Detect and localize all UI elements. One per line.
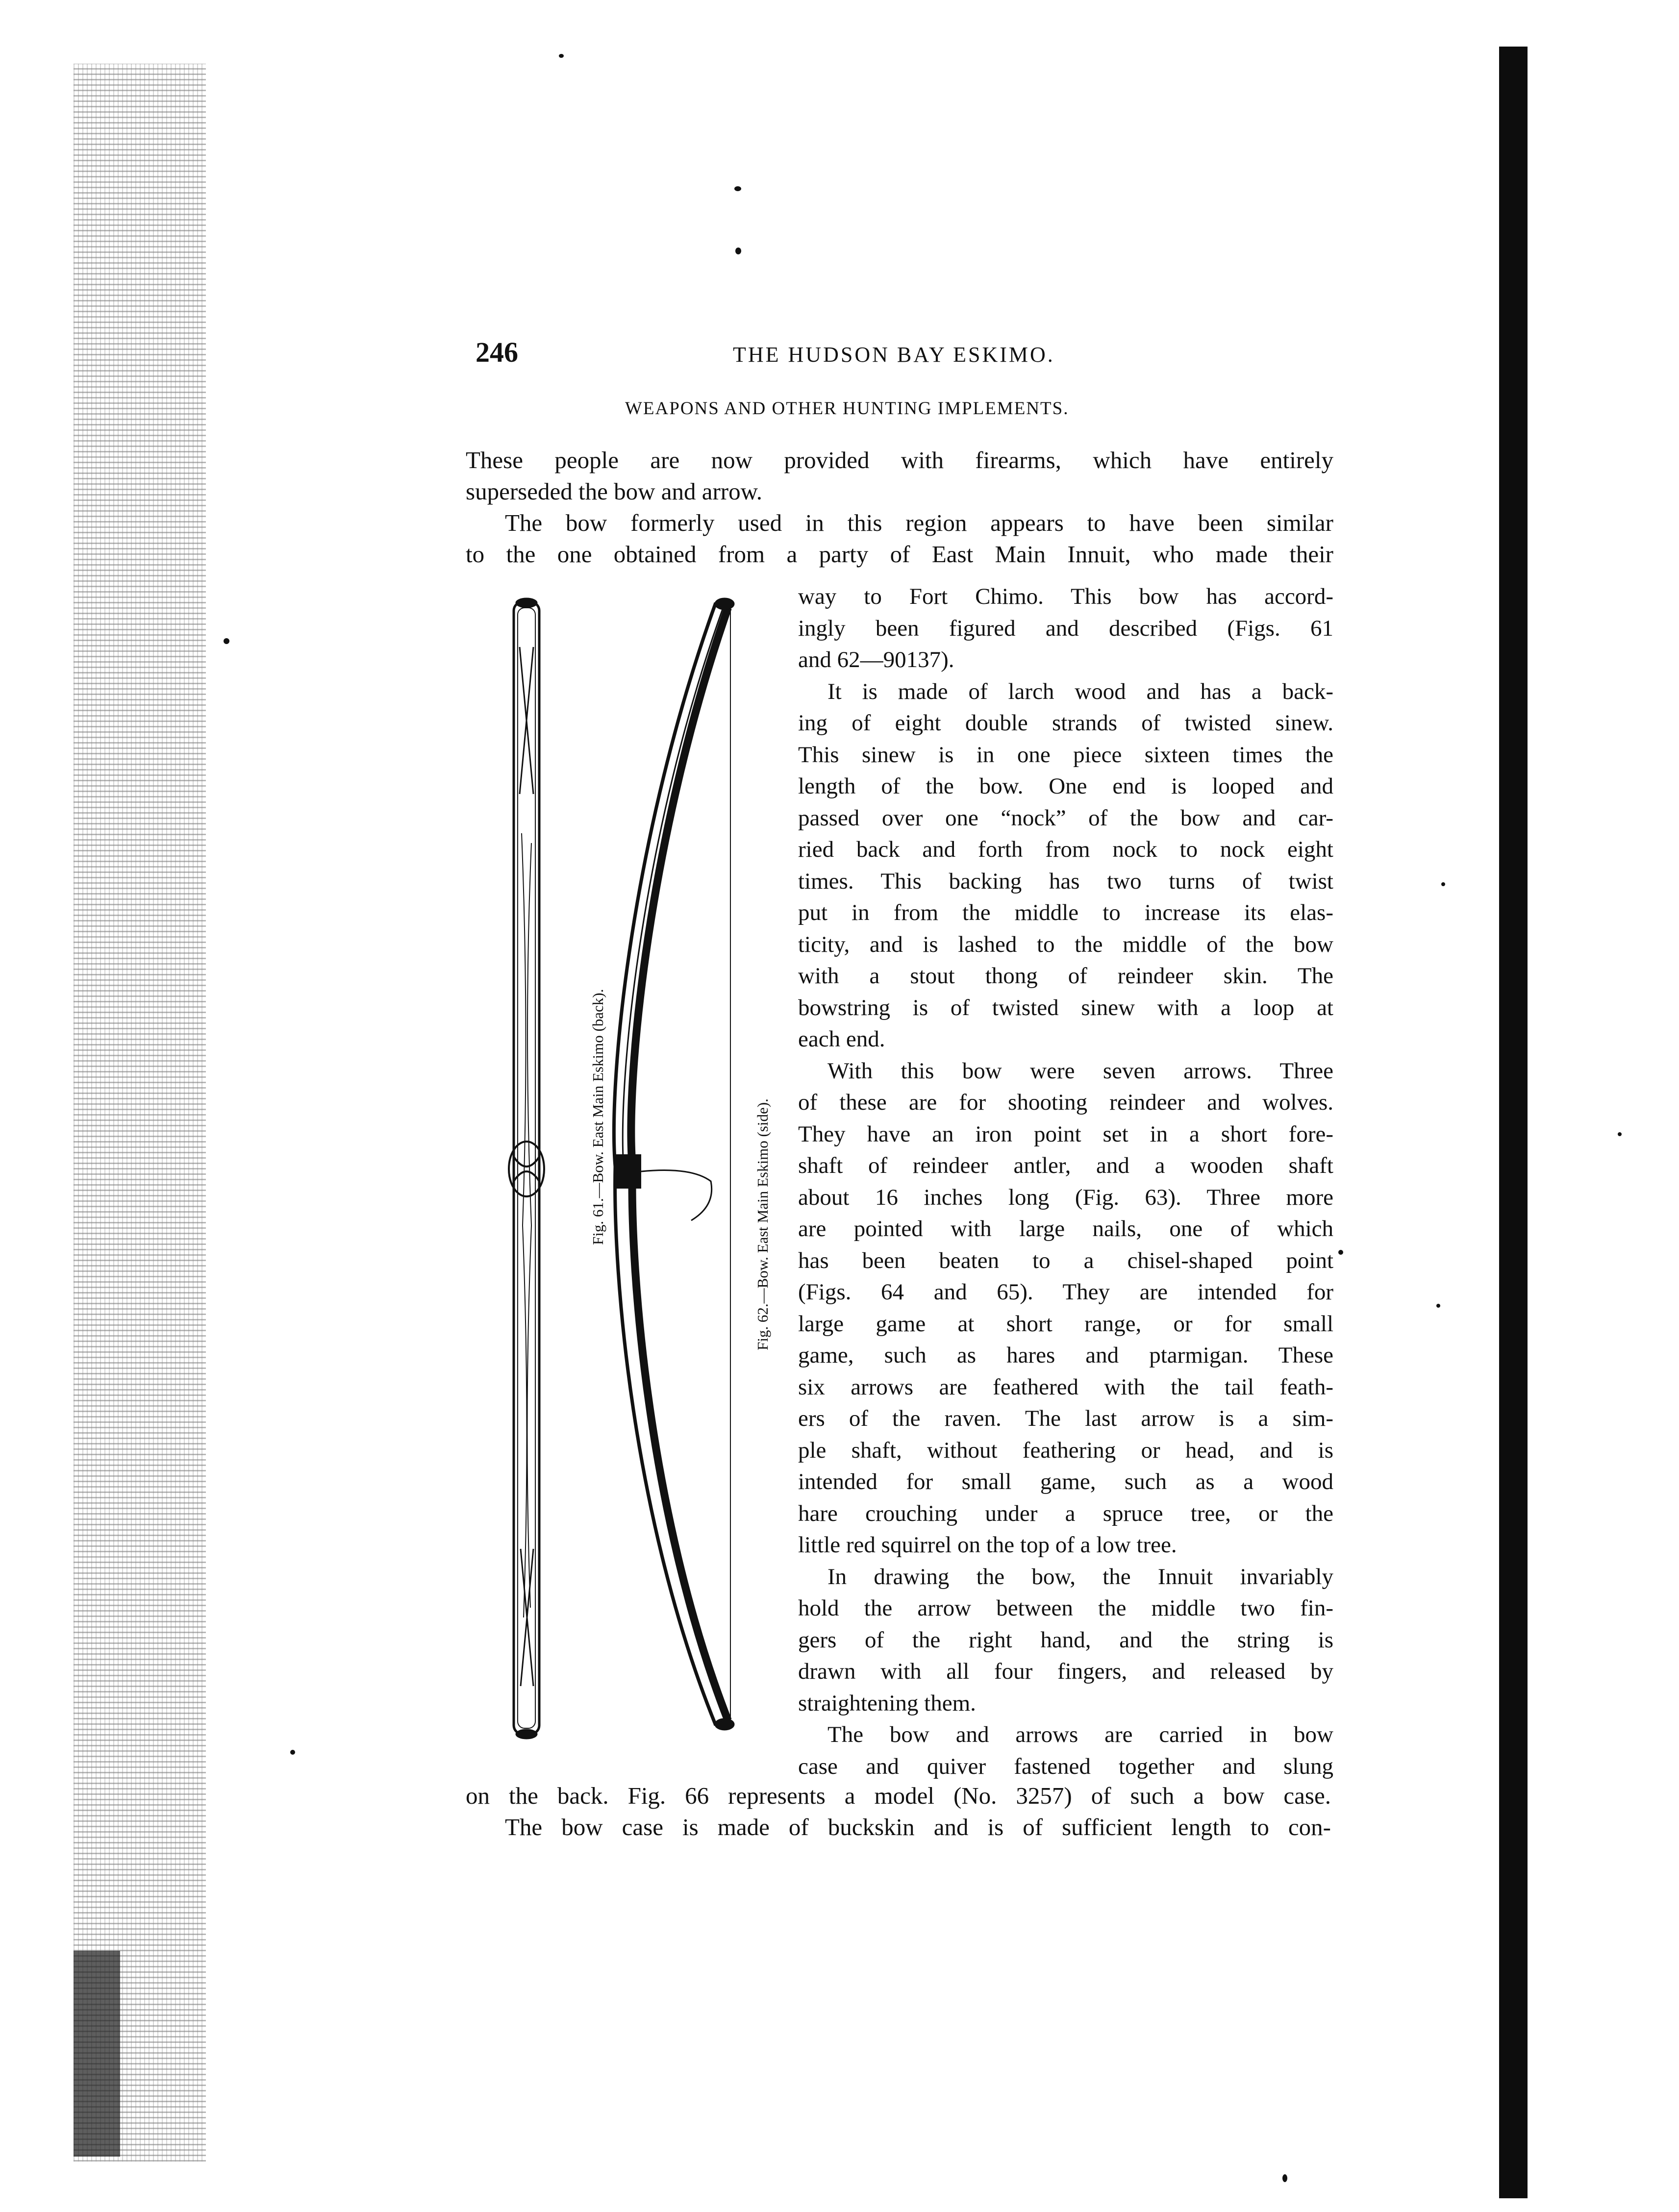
speck [1441, 882, 1445, 886]
scan-edge-artifact [74, 64, 206, 2162]
text-line: of these are for shooting reindeer and wolves. [798, 1090, 1333, 1115]
text-line: ried back and forth from nock to nock eight [798, 837, 1333, 862]
bow-illustrations [485, 588, 799, 1750]
text-line: ers of the raven. The last arrow is a sim- [798, 1406, 1333, 1431]
text-line: shaft of reindeer antler, and a wooden shaft [798, 1153, 1333, 1178]
closing-text [466, 1780, 1331, 1843]
text-line: bowstring is of twisted sinew with a loop at [798, 994, 1333, 1020]
speck [1436, 1304, 1440, 1308]
fig62-caption: Fig. 62.—Bow. East Main Eskimo (side). [754, 1098, 771, 1350]
column-text [798, 581, 1333, 1782]
text-line: hold the arrow between the middle two fin- [798, 1595, 1333, 1621]
text-line: with a stout thong of reindeer skin. The [798, 963, 1333, 989]
text-line: times. This backing has two turns of twist [798, 868, 1333, 894]
text-line: It is made of larch wood and has a back- [827, 678, 1333, 704]
text-line: gers of the right hand, and the string is [798, 1627, 1333, 1653]
text-line: ing of eight double strands of twisted sinew. [798, 710, 1333, 736]
scan-binding-shadow [1499, 47, 1528, 2198]
scan-edge-shadow [74, 1951, 120, 2157]
text-line: This sinew is in one piece sixteen times the [798, 742, 1333, 768]
intro-text [466, 445, 1333, 570]
speck [734, 186, 741, 191]
text-line: put in from the middle to increase its elas- [798, 900, 1333, 925]
text-line: These people are now provided with firearms, which have entirely [466, 447, 1333, 473]
text-line: The bow formerly used in this region appears to have been similar [505, 509, 1333, 536]
text-line: case and quiver fastened together and slung [798, 1753, 1333, 1779]
text-line: In drawing the bow, the Innuit invariably [827, 1564, 1333, 1590]
text-line: superseded the bow and arrow. [466, 478, 763, 505]
text-line: With this bow were seven arrows. Three [827, 1058, 1333, 1084]
text-line: game, such as hares and ptarmigan. These [798, 1342, 1333, 1368]
figure-illustrations [485, 588, 799, 1750]
speck [1618, 1132, 1622, 1136]
fig61-bow-drawing [509, 598, 544, 1739]
speck [559, 54, 564, 58]
text-line: way to Fort Chimo. This bow has accord- [798, 584, 1333, 609]
speck [224, 638, 229, 644]
speck [735, 248, 741, 254]
page-number: 246 [476, 336, 518, 368]
text-line: ticity, and is lashed to the middle of the bow [798, 931, 1333, 957]
speck [1338, 1250, 1343, 1255]
text-line: length of the bow. One end is looped and [798, 773, 1333, 799]
text-line: (Figs. 64 and 65). They are intended for [798, 1279, 1333, 1305]
section-heading: WEAPONS AND OTHER HUNTING IMPLEMENTS. [625, 398, 1069, 419]
text-line: The bow and arrows are carried in bow [827, 1722, 1333, 1747]
text-line: drawn with all four fingers, and released by [798, 1659, 1333, 1684]
text-line: to the one obtained from a party of East Main Innuit, who made their [466, 541, 1333, 568]
fig62-bow-drawing [614, 598, 734, 1730]
text-line: has been beaten to a chisel-shaped point [798, 1247, 1333, 1273]
text-line: straightening them. [798, 1690, 976, 1716]
fig61-caption: Fig. 61.—Bow. East Main Eskimo (back). [589, 989, 606, 1245]
speck [290, 1750, 295, 1755]
text-line: They have an iron point set in a short fore- [798, 1121, 1333, 1147]
text-line: passed over one “nock” of the bow and car- [798, 805, 1333, 831]
text-line: large game at short range, or for small [798, 1311, 1333, 1337]
text-line: are pointed with large nails, one of which [798, 1216, 1333, 1242]
text-line: The bow case is made of buckskin and is of sufficient length to con- [505, 1814, 1331, 1840]
speck [1282, 2174, 1287, 2182]
text-line: six arrows are feathered with the tail feath- [798, 1374, 1333, 1400]
running-title: THE HUDSON BAY ESKIMO. [733, 343, 1055, 367]
text-line: on the back. Fig. 66 represents a model (No. 3257) of such a bow case. [466, 1782, 1331, 1809]
text-line: little red squirrel on the top of a low tree. [798, 1532, 1177, 1558]
text-line: and 62—90137). [798, 647, 954, 672]
text-line: each end. [798, 1026, 885, 1052]
text-line: hare crouching under a spruce tree, or the [798, 1500, 1333, 1526]
text-line: ingly been figured and described (Figs. 61 [798, 615, 1333, 641]
text-line: ple shaft, without feathering or head, and is [798, 1437, 1333, 1463]
text-line: intended for small game, such as a wood [798, 1469, 1333, 1494]
text-line: about 16 inches long (Fig. 63). Three more [798, 1184, 1333, 1210]
